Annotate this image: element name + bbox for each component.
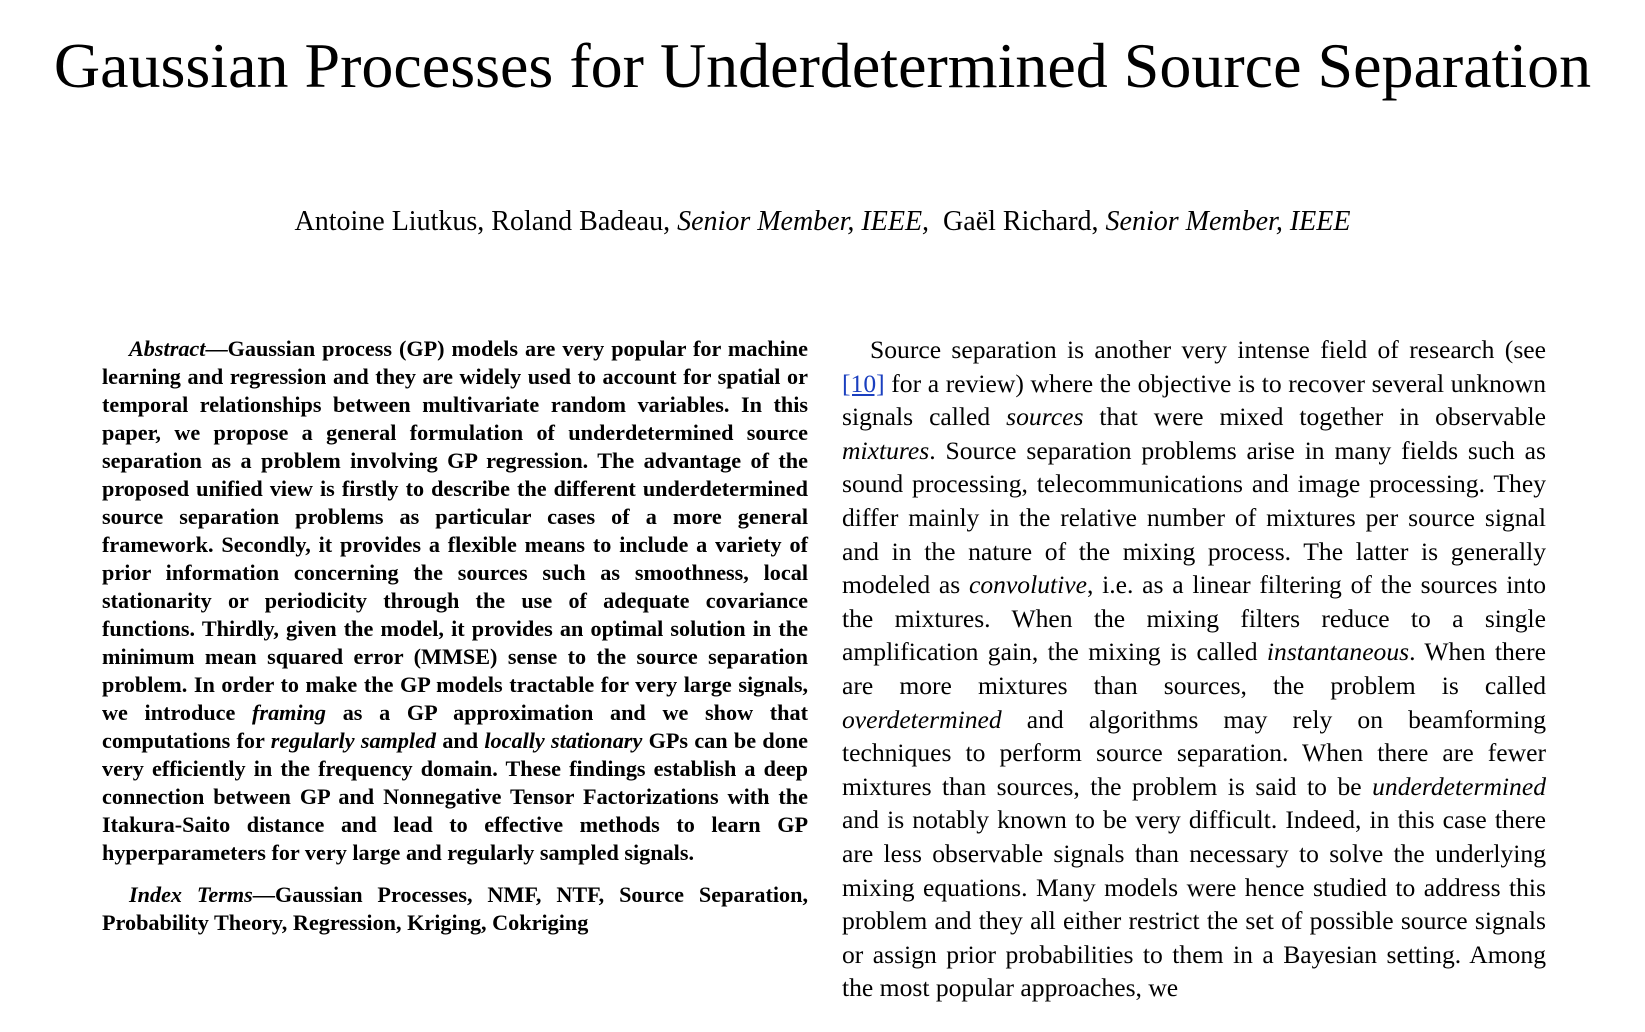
author-line bbox=[0, 205, 1645, 239]
left-column bbox=[102, 335, 808, 937]
intro-emph-overdetermined: overdetermined bbox=[842, 704, 1002, 734]
intro-paragraph bbox=[842, 333, 1546, 1005]
intro-emph-underdetermined: underdetermined bbox=[1372, 771, 1546, 801]
author-role-2: Senior Member, IEEE bbox=[1105, 206, 1351, 237]
intro-text-6: . When there are more mixtures than sources, the problem is called bbox=[842, 637, 1547, 700]
intro-emph-instantaneous: instantaneous bbox=[1266, 637, 1410, 667]
intro-emph-sources: sources bbox=[1006, 402, 1084, 432]
intro-text-7: and algorithms may rely on beamforming techniques to perform source separation. When there are fewer mixtures than sources, the problem is said to be bbox=[842, 704, 1546, 801]
intro-text-8: and is notably known to be very difficult. Indeed, in this case there are less observable signals than necessary to solve the underlying mixing equations. Many models were hence studied to address this problem and they all either restrict the set of possible source signals or assign prior probabilities to them in a Bayesian setting. Among the most popular approaches, we bbox=[842, 805, 1546, 1003]
intro-emph-convolutive: convolutive bbox=[968, 570, 1087, 600]
author-role-1: Senior Member, IEEE, bbox=[677, 206, 930, 237]
intro-text-4: . Source separation problems arise in many fields such as sound processing, telecommunications and image processing. They differ mainly in the relative number of mixtures per source signal and in the nature of the mixing process. The latter is generally modeled as bbox=[842, 435, 1546, 600]
intro-text-1: Source separation is another very intense field of research (see bbox=[870, 335, 1546, 364]
index-terms-dash: — bbox=[252, 882, 275, 907]
abstract-emph-regularly-sampled: regularly sampled bbox=[270, 728, 437, 753]
abstract-emph-framing: framing bbox=[252, 700, 327, 725]
intro-text-3: that were mixed together in observable bbox=[1083, 402, 1546, 432]
abstract-text-1: Gaussian process (GP) models are very popular for machine learning and regression and they are widely used to account for spatial or temporal relationships between multivariate random variables. In this paper, we propose a general formulation of underdetermined source separation as a problem involving GP regression. The advantage of the proposed unified view is firstly to describe the different underdetermined source separation problems as particular cases of a more general framework. Secondly, it provides a flexible means to include a variety of prior information concerning the sources such as smoothness, local stationarity or periodicity through the use of adequate covariance functions. Thirdly, given the model, it provides an optimal solution in the minimum mean squared error (MMSE) sense to the source separation problem. In order to make the GP models tractable for very large signals, we introduce bbox=[102, 336, 808, 725]
paper-title: Gaussian Processes for Underdetermined Source Separation bbox=[53, 30, 1592, 101]
index-terms-text: Gaussian Processes, NMF, NTF, Source Separation, Probability Theory, Regression, Kriging, Cokriging bbox=[102, 882, 808, 935]
abstract-dash: — bbox=[205, 336, 228, 361]
abstract-text-3: and bbox=[436, 728, 485, 753]
citation-link-10[interactable]: [10] bbox=[842, 368, 885, 398]
author-names-1: Antoine Liutkus, Roland Badeau, bbox=[294, 206, 678, 237]
abstract-emph-locally-stationary: locally stationary bbox=[484, 728, 643, 753]
index-terms bbox=[102, 881, 808, 937]
right-column bbox=[842, 333, 1546, 1005]
intro-emph-mixtures: mixtures bbox=[842, 435, 930, 465]
abstract-text-2: as a GP approximation and we show that computations for bbox=[102, 700, 808, 753]
abstract-label: Abstract bbox=[129, 336, 206, 361]
intro-text-2: for a review) where the objective is to recover several unknown signals called bbox=[842, 368, 1546, 432]
author-names-2: Gaël Richard, bbox=[943, 206, 1106, 237]
abstract-text-4: GPs can be done very efficiently in the frequency domain. These findings establish a deep connection between GP and Nonnegative Tensor Factorizations with the Itakura-Saito distance and lead to effective methods to learn GP hyperparameters for very large and regularly sampled signals. bbox=[102, 728, 808, 865]
abstract bbox=[102, 335, 808, 867]
index-terms-label: Index Terms bbox=[129, 882, 253, 907]
intro-text-5: , i.e. as a linear filtering of the sources into the mixtures. When the mixing filters reduce to a single amplification gain, the mixing is called bbox=[842, 570, 1547, 667]
